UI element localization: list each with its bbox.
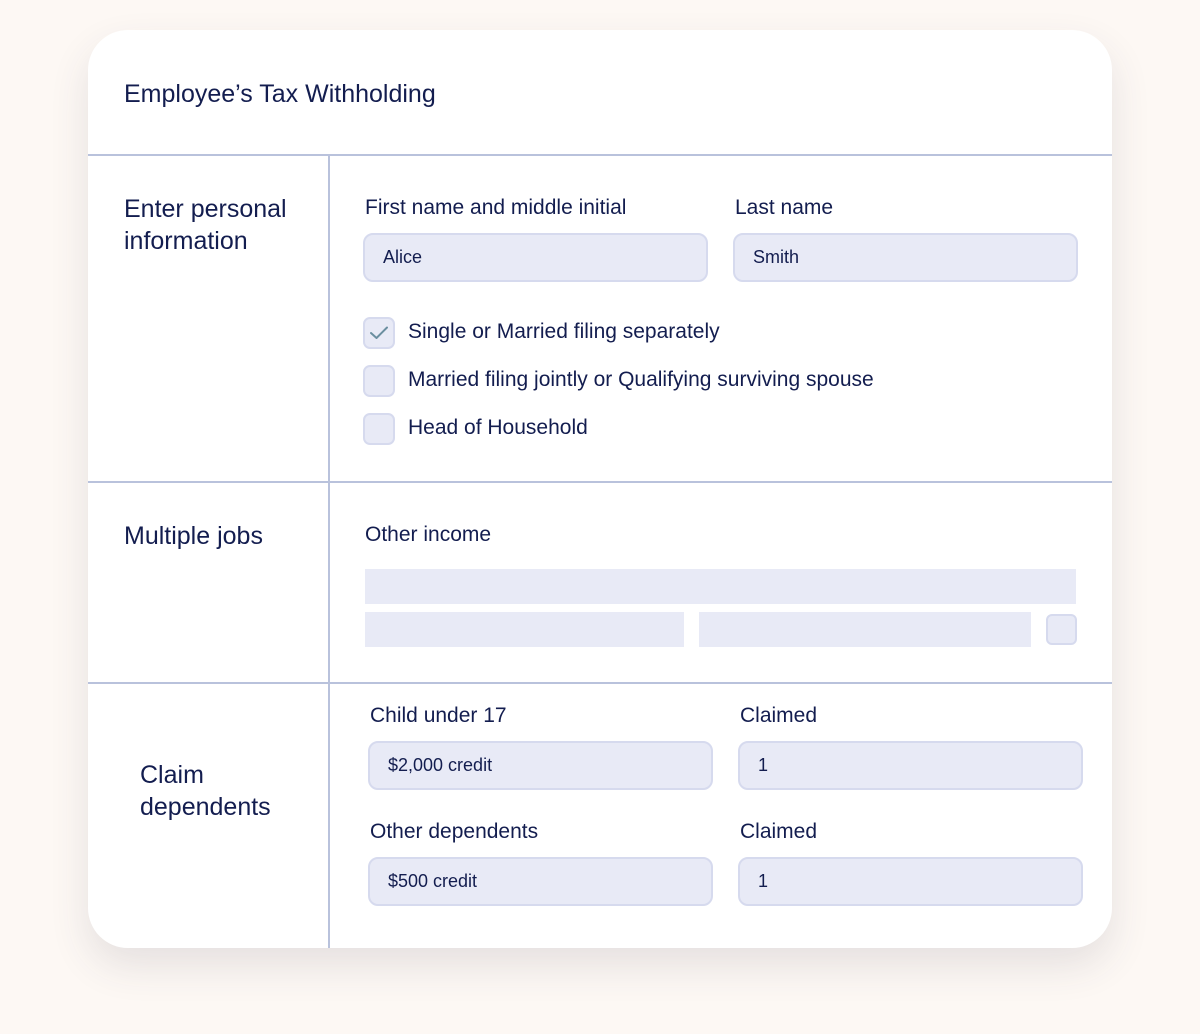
- other-claimed-label: Claimed: [740, 820, 818, 843]
- section-divider-1: [88, 481, 1112, 483]
- form-title: Employee’s Tax Withholding: [124, 80, 436, 108]
- column-divider: [328, 156, 330, 948]
- child-claimed-label: Claimed: [740, 704, 818, 727]
- other-claimed-field[interactable]: 1: [738, 857, 1083, 906]
- filing-option-joint-label: Married filing jointly or Qualifying surviving spouse: [408, 368, 874, 391]
- section-label-jobs: Multiple jobs: [124, 522, 263, 550]
- child-under-17-label: Child under 17: [370, 704, 507, 727]
- section-label-personal: Enter personal information: [124, 195, 287, 255]
- first-name-field[interactable]: Alice: [363, 233, 708, 282]
- last-name-field[interactable]: Smith: [733, 233, 1078, 282]
- filing-option-single-label: Single or Married filing separately: [408, 320, 720, 343]
- other-dependents-credit-field[interactable]: $500 credit: [368, 857, 713, 906]
- other-income-label: Other income: [365, 523, 492, 546]
- child-credit-field[interactable]: $2,000 credit: [368, 741, 713, 790]
- filing-checkbox-single[interactable]: [363, 317, 395, 349]
- filing-option-head-label: Head of Household: [408, 416, 588, 439]
- other-income-field[interactable]: [365, 569, 1076, 604]
- filing-checkbox-head[interactable]: [363, 413, 395, 445]
- section-divider-2: [88, 682, 1112, 684]
- tax-withholding-card: [88, 30, 1112, 948]
- other-dependents-label: Other dependents: [370, 820, 539, 843]
- checkmark-icon: [369, 325, 389, 341]
- header-divider: [88, 154, 1112, 156]
- filing-checkbox-joint[interactable]: [363, 365, 395, 397]
- child-claimed-field[interactable]: 1: [738, 741, 1083, 790]
- other-income-field-2[interactable]: [365, 612, 684, 647]
- last-name-label: Last name: [735, 196, 834, 219]
- other-income-checkbox[interactable]: [1046, 614, 1077, 645]
- first-name-label: First name and middle initial: [365, 196, 627, 219]
- other-income-field-3[interactable]: [699, 612, 1031, 647]
- section-label-dependents: Claim dependents: [140, 761, 271, 821]
